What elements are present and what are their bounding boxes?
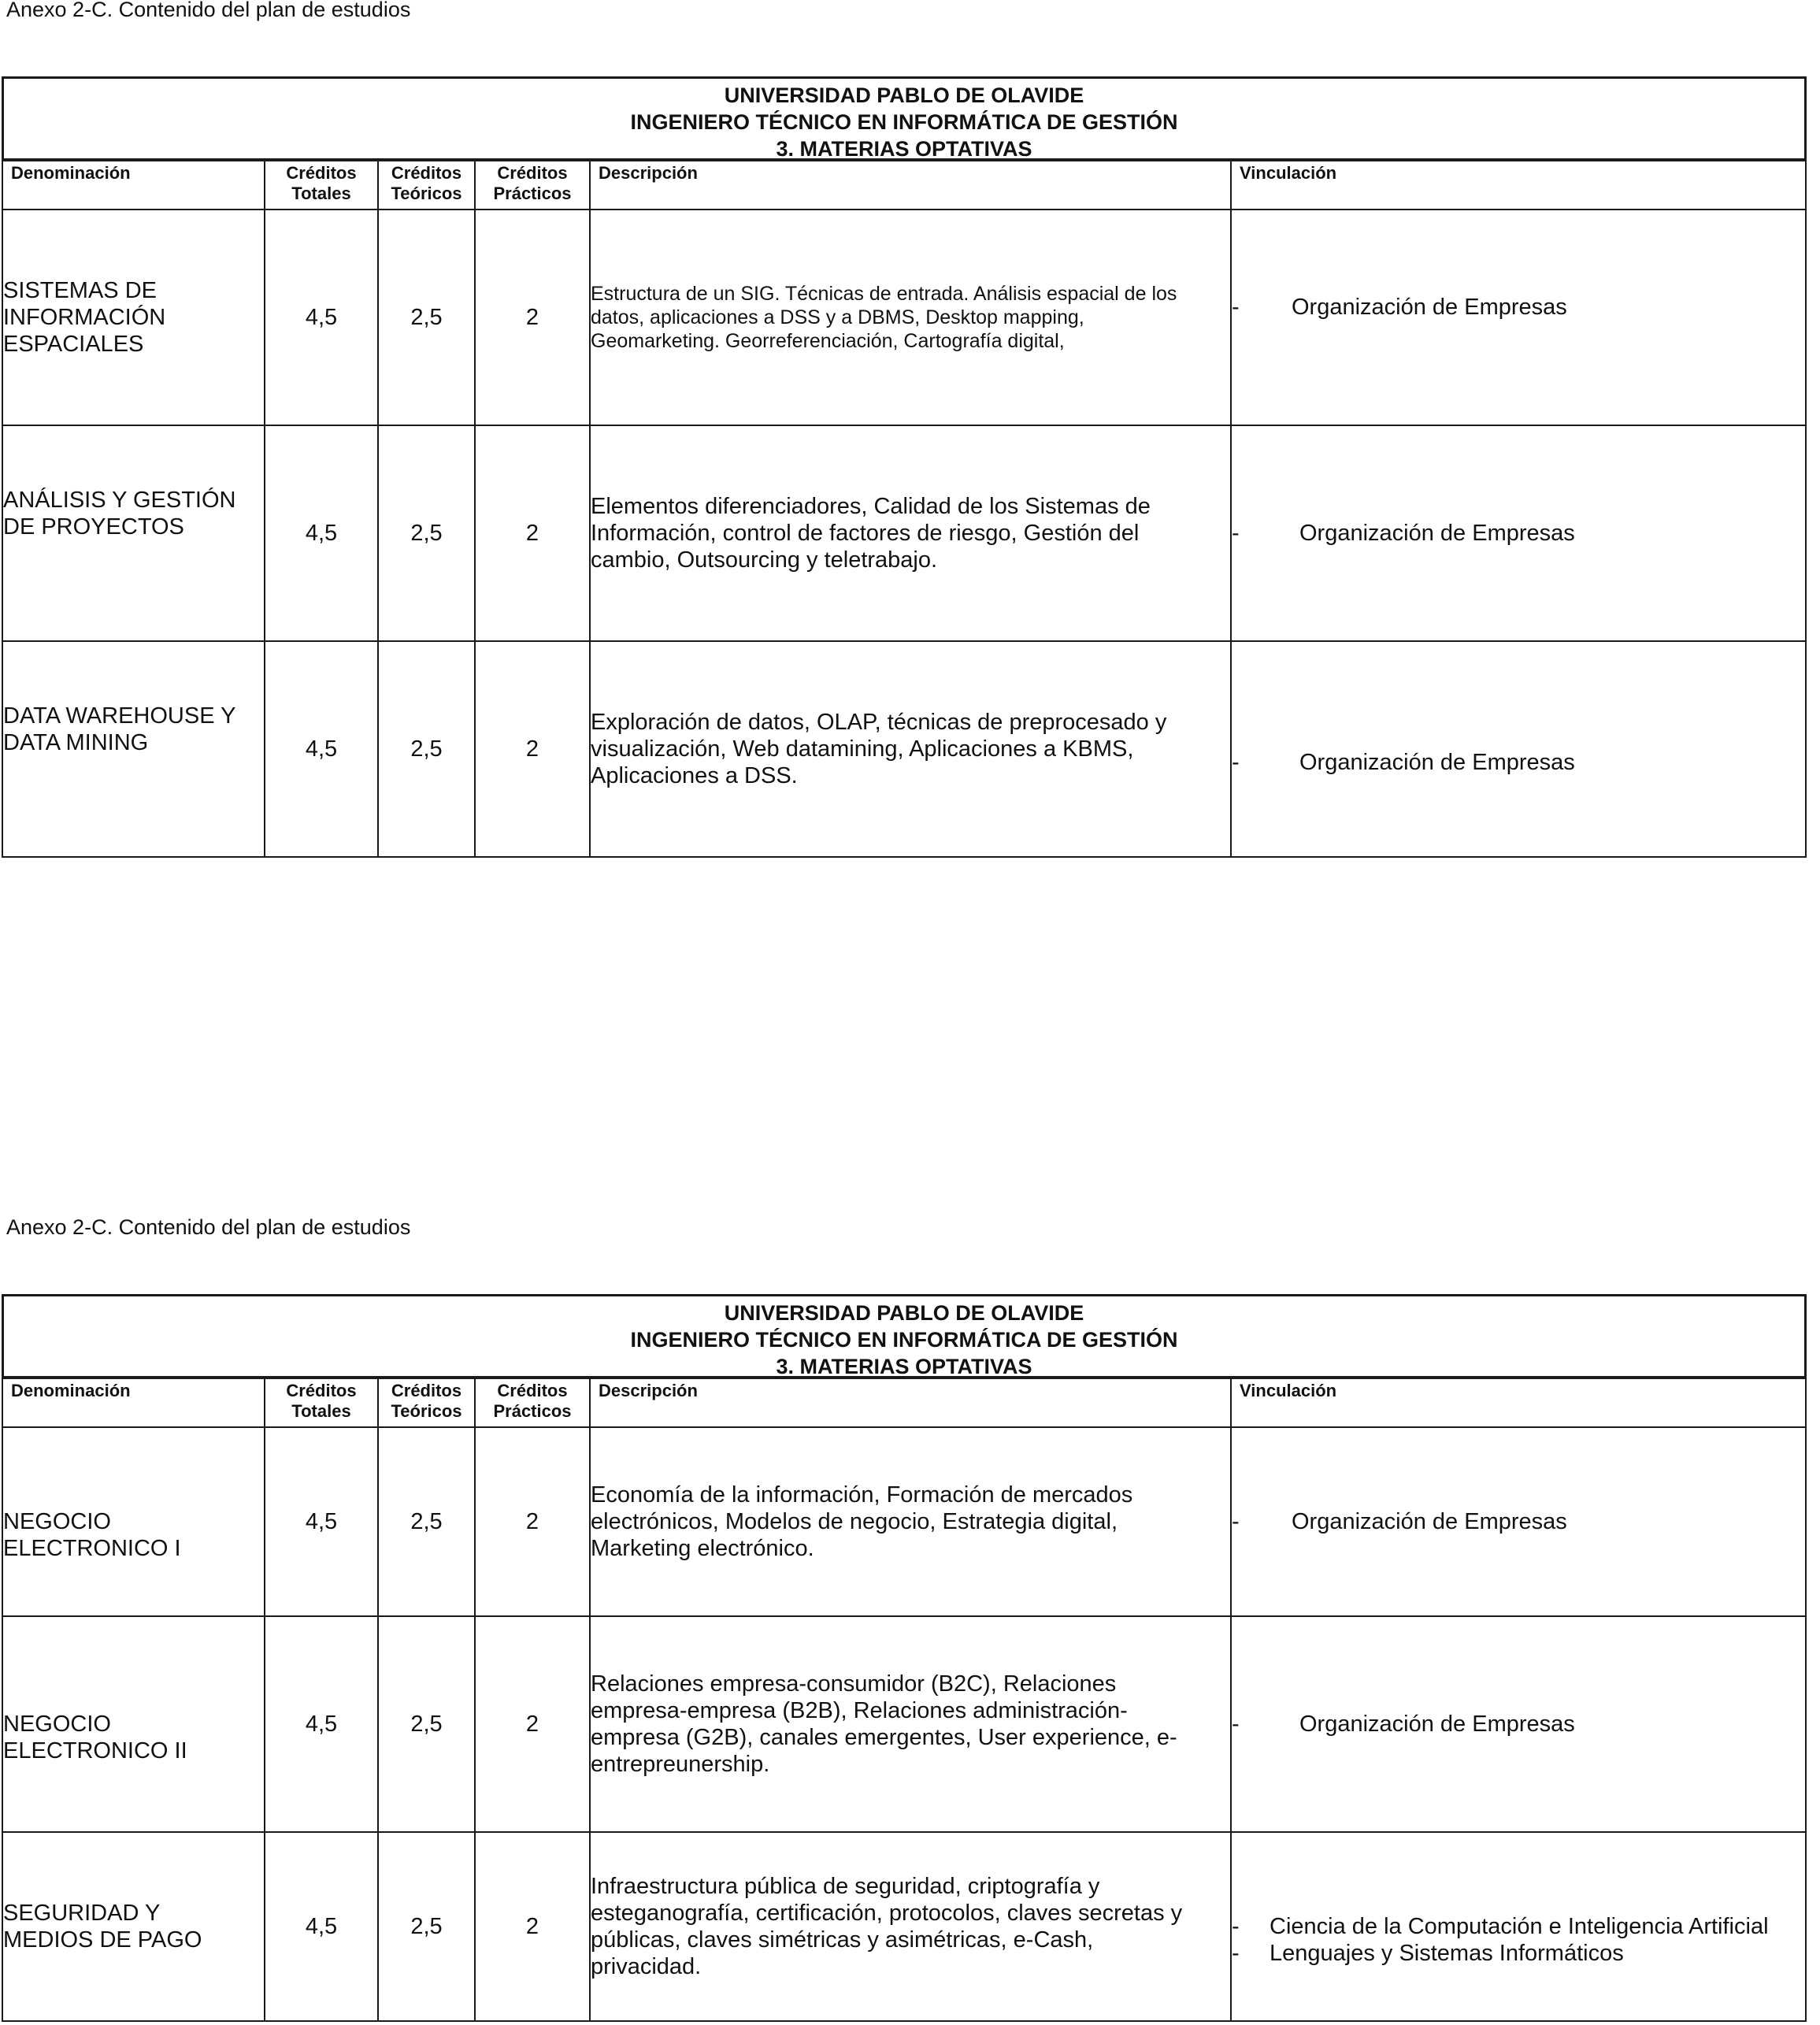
denominacion-line: MEDIOS DE PAGO [3,1927,202,1953]
descripcion-line: públicas, claves simétricas y asimétricas, e-Cash, [591,1927,1094,1953]
col-creditos-teoricos [378,1377,475,1427]
denominacion-line: SEGURIDAD Y [3,1901,161,1926]
col-label: Créditos [497,163,568,183]
vinculacion-item [1232,749,1805,776]
creditos-practicos-cell: 2 [475,641,590,857]
col-descripcion: Descripción [590,1377,1231,1427]
col-label: Prácticos [493,184,572,203]
vinculacion-item [1232,520,1805,547]
creditos-totales-cell: 4,5 [265,641,378,857]
table-row [2,425,1806,641]
denominacion-line: ELECTRONICO I [3,1536,181,1561]
descripcion-line: datos, aplicaciones a DSS y a DBMS, Desktop mapping, [591,306,1084,328]
descripcion-line: Elementos diferenciadores, Calidad de los Sistemas de [591,494,1151,519]
denominacion-line: ANÁLISIS Y GESTIÓN [3,488,236,513]
descripcion-line: Estructura de un SIG. Técnicas de entrada. Análisis espacial de los [591,283,1177,305]
descripcion-line: visualización, Web datamining, Aplicaciones a KBMS, [591,736,1134,762]
creditos-practicos-cell: 2 [475,1427,590,1616]
col-label: Teóricos [391,184,462,203]
creditos-teoricos-cell: 2,5 [378,641,475,857]
vinculacion-text: Organización de Empresas [1299,521,1575,546]
denominacion-line: ESPACIALES [3,332,144,357]
creditos-totales-cell: 4,5 [265,1427,378,1616]
creditos-practicos-cell: 2 [475,425,590,641]
col-label: Créditos [286,1381,357,1400]
descripcion-line: empresa (G2B), canales emergentes, User experience, e- [591,1725,1177,1750]
descripcion-line: cambio, Outsourcing y teletrabajo. [591,547,938,573]
creditos-teoricos-cell: 2,5 [378,1832,475,2021]
denominacion-cell [2,210,265,425]
descripcion-cell [590,1616,1231,1832]
col-label: Créditos [391,1381,462,1400]
descripcion-line: electrónicos, Modelos de negocio, Estrategia digital, [591,1509,1118,1534]
col-vinculacion: Vinculación [1231,1377,1806,1427]
col-creditos-practicos [475,1377,590,1427]
descripcion-line: esteganografía, certificación, protocolos, claves secretas y [591,1901,1183,1926]
university-title: UNIVERSIDAD PABLO DE OLAVIDE [724,83,1084,107]
col-creditos-teoricos [378,159,475,210]
denominacion-line: DATA MINING [3,730,149,755]
creditos-teoricos-cell: 2,5 [378,210,475,425]
denominacion-line: SISTEMAS DE [3,278,157,303]
vinculacion-cell [1231,1832,1806,2021]
col-label: Créditos [286,163,357,183]
degree-title: INGENIERO TÉCNICO EN INFORMÁTICA DE GESTIÓN [630,110,1178,134]
denominacion-cell [2,1616,265,1832]
descripcion-cell [590,210,1231,425]
col-denominacion: Denominación [2,159,265,210]
vinculacion-item [1232,1711,1805,1738]
denominacion-cell [2,1427,265,1616]
denominacion-cell [2,425,265,641]
vinculacion-text: Lenguajes y Sistemas Informáticos [1270,1941,1624,1966]
descripcion-line: Aplicaciones a DSS. [591,763,798,788]
creditos-teoricos-cell: 2,5 [378,1616,475,1832]
col-creditos-totales [265,1377,378,1427]
section-title: 3. MATERIAS OPTATIVAS [776,137,1032,161]
vinculacion-item [1232,1913,1805,1940]
col-label: Créditos [391,163,462,183]
vinculacion-cell [1231,1616,1806,1832]
table-row [2,641,1806,857]
descripcion-line: Exploración de datos, OLAP, técnicas de preprocesado y [591,710,1167,735]
creditos-totales-cell: 4,5 [265,425,378,641]
descripcion-line: entrepreunership. [591,1752,770,1777]
creditos-practicos-cell: 2 [475,210,590,425]
col-creditos-practicos [475,159,590,210]
table-row [2,210,1806,425]
denominacion-line: INFORMACIÓN [3,305,166,330]
title-box [2,76,1807,161]
col-vinculacion: Vinculación [1231,159,1806,210]
degree-title: INGENIERO TÉCNICO EN INFORMÁTICA DE GESTIÓN [630,1328,1178,1352]
descripcion-cell [590,641,1231,857]
vinculacion-item [1232,1508,1805,1535]
denominacion-cell [2,1832,265,2021]
descripcion-cell [590,425,1231,641]
col-label: Prácticos [493,1401,572,1421]
creditos-teoricos-cell: 2,5 [378,425,475,641]
table-row [2,1832,1806,2021]
vinculacion-cell [1231,425,1806,641]
col-descripcion: Descripción [590,159,1231,210]
descripcion-cell [590,1832,1231,2021]
list-dash: - [1232,750,1240,775]
university-title: UNIVERSIDAD PABLO DE OLAVIDE [724,1301,1084,1325]
vinculacion-text: Ciencia de la Computación e Inteligencia Artificial [1270,1914,1769,1939]
table-row [2,1427,1806,1616]
creditos-teoricos-cell: 2,5 [378,1427,475,1616]
vinculacion-text: Organización de Empresas [1299,1712,1575,1737]
vinculacion-text: Organización de Empresas [1299,750,1575,775]
list-dash: - [1232,1941,1240,1966]
vinculacion-cell [1231,1427,1806,1616]
denominacion-line: NEGOCIO [3,1509,111,1534]
descripcion-line: Información, control de factores de riesgo, Gestión del [591,521,1140,546]
col-label: Totales [291,184,351,203]
creditos-totales-cell: 4,5 [265,1616,378,1832]
list-dash: - [1232,1509,1240,1534]
annex-label: Anexo 2-C. Contenido del plan de estudios [6,0,411,21]
table-header-row [2,159,1806,210]
annex-label: Anexo 2-C. Contenido del plan de estudios [6,1215,411,1239]
descripcion-line: Relaciones empresa-consumidor (B2C), Relaciones [591,1671,1117,1697]
title-box [2,1294,1807,1379]
denominacion-line: NEGOCIO [3,1712,111,1737]
col-label: Teóricos [391,1401,462,1421]
vinculacion-item [1232,294,1805,321]
list-dash: - [1232,295,1240,320]
descripcion-line: Geomarketing. Georreferenciación, Cartografía digital, [591,330,1065,352]
vinculacion-text: Organización de Empresas [1292,295,1567,320]
courses-table [2,1376,1807,2022]
creditos-practicos-cell: 2 [475,1616,590,1832]
list-dash: - [1232,1914,1240,1939]
creditos-totales-cell: 4,5 [265,210,378,425]
descripcion-line: Economía de la información, Formación de mercados [591,1482,1133,1508]
col-label: Créditos [497,1381,568,1400]
list-dash: - [1232,1712,1240,1737]
list-dash: - [1232,521,1240,546]
descripcion-line: Marketing electrónico. [591,1536,814,1561]
col-label: Totales [291,1401,351,1421]
denominacion-line: DE PROYECTOS [3,514,184,540]
descripcion-line: empresa-empresa (B2B), Relaciones administración- [591,1698,1128,1723]
denominacion-cell [2,641,265,857]
col-creditos-totales [265,159,378,210]
vinculacion-text: Organización de Empresas [1292,1509,1567,1534]
denominacion-line: ELECTRONICO II [3,1738,187,1764]
creditos-totales-cell: 4,5 [265,1832,378,2021]
creditos-practicos-cell: 2 [475,1832,590,2021]
table-header-row [2,1377,1806,1427]
vinculacion-cell [1231,210,1806,425]
descripcion-cell [590,1427,1231,1616]
section-title: 3. MATERIAS OPTATIVAS [776,1355,1032,1378]
descripcion-line: Infraestructura pública de seguridad, criptografía y [591,1874,1100,1899]
vinculacion-cell [1231,641,1806,857]
denominacion-line: DATA WAREHOUSE Y [3,703,236,729]
table-row [2,1616,1806,1832]
col-denominacion: Denominación [2,1377,265,1427]
descripcion-line: privacidad. [591,1954,702,1979]
courses-table [2,158,1807,858]
vinculacion-item [1232,1940,1805,1967]
